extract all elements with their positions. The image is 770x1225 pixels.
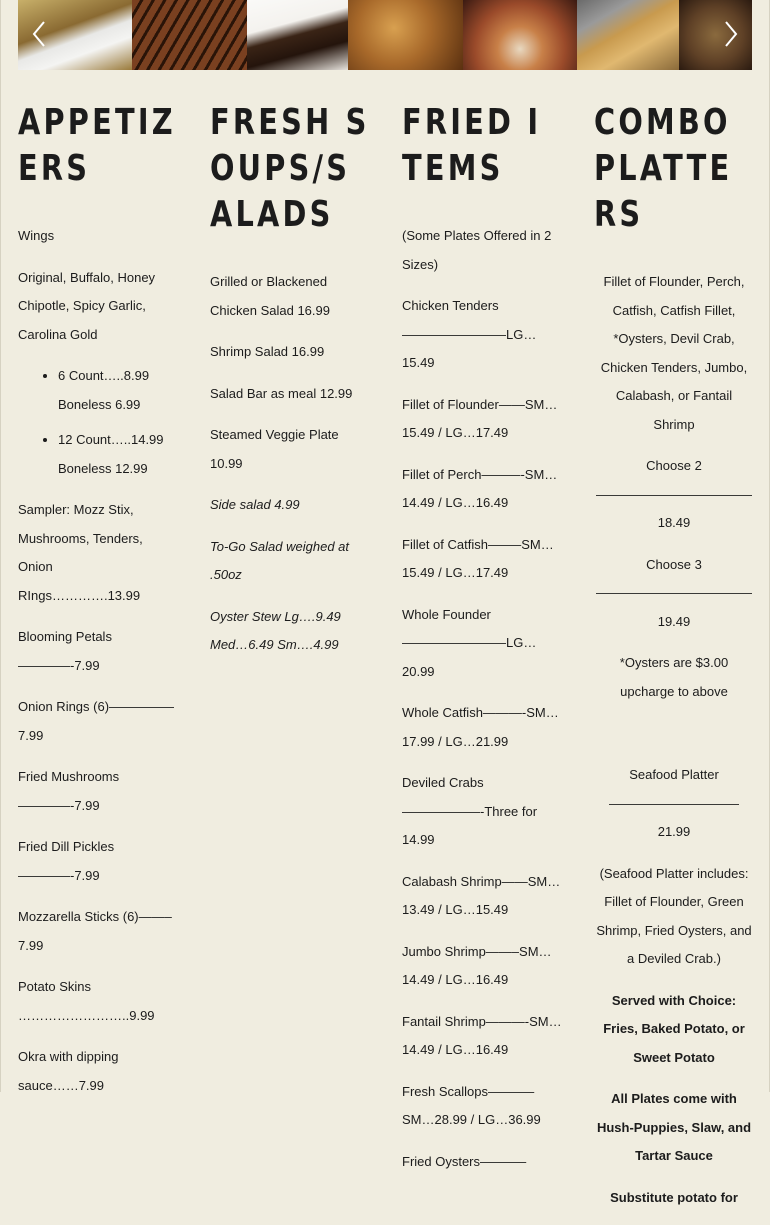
menu-item: Jumbo Shrimp——–SM…14.49 / LG…16.49 xyxy=(402,943,552,987)
menu-item: Chicken Tenders————————LG…15.49 xyxy=(402,298,537,370)
menu-item: Fried Oysters———– xyxy=(402,1153,527,1169)
carousel-next-button[interactable] xyxy=(716,14,746,54)
cheesecake-slice-photo xyxy=(577,0,679,70)
menu-item: Fresh Scallops———–SM…28.99 / LG…36.99 xyxy=(402,1083,541,1127)
soups-salads-heading: FRESH SOUPS/SALADS xyxy=(210,102,370,235)
grilled-steak-photo xyxy=(132,0,247,70)
seafood-platter-price: Seafood Platter——————————21.99 xyxy=(609,767,739,839)
seafood-platter-includes: (Seafood Platter includes: Fillet of Flounder, Green Shrimp, Fried Oysters, and a Deviled Crab.) xyxy=(596,865,752,966)
menu-item: Calabash Shrimp——SM…13.49 / LG…15.49 xyxy=(402,873,561,917)
chevron-right-icon xyxy=(724,20,738,48)
menu-item: Steamed Veggie Plate 10.99 xyxy=(210,427,339,471)
substitute-note: Substitute potato for xyxy=(610,1189,738,1205)
menu-item: Fillet of Perch———-SM…14.49 / LG…16.49 xyxy=(402,466,558,510)
menu-item: Okra with dipping sauce……7.99 xyxy=(18,1049,119,1093)
menu-item: (Some Plates Offered in 2 Sizes) xyxy=(402,228,552,272)
menu-item: Fried Mushrooms————-7.99 xyxy=(18,769,120,813)
menu-item: Onion Rings (6)—————7.99 xyxy=(18,699,175,743)
wings-label: Wings xyxy=(18,228,55,243)
combo-platters-column xyxy=(594,100,754,1225)
menu-item: Fillet of Catfish——–SM…15.49 / LG…17.49 xyxy=(402,536,554,580)
menu-item: Fantail Shrimp———-SM…14.49 / LG…16.49 xyxy=(402,1013,562,1057)
menu-item-italic: Side salad 4.99 xyxy=(210,497,300,512)
combo-platters-heading: COMBO PLATTERS xyxy=(594,102,733,235)
carousel-prev-button[interactable] xyxy=(24,14,54,54)
choose-2-price: Choose 2————————————18.49 xyxy=(596,458,752,530)
menu-item: Whole Founder————————LG…20.99 xyxy=(402,606,537,679)
served-with-note: Served with Choice: Fries, Baked Potato, or Sweet Potato xyxy=(603,992,745,1065)
wing-counts-list xyxy=(18,362,178,483)
menu-item-italic: To-Go Salad weighed at .50oz xyxy=(210,538,350,582)
combo-intro: Fillet of Flounder, Perch, Catfish, Catfish Fillet, *Oysters, Devil Crab, Chicken Tenders, Jumbo, Calabash, or Fantail Shrimp xyxy=(600,274,748,432)
appetizers-column xyxy=(18,100,178,1113)
chevron-left-icon xyxy=(32,20,46,48)
fried-items-column xyxy=(402,100,562,1189)
wing-flavors: Original, Buffalo, Honey Chipotle, Spicy Garlic, Carolina Gold xyxy=(18,269,156,342)
choose-3-price: Choose 3————————————19.49 xyxy=(596,556,752,629)
all-plates-note: All Plates come with Hush-Puppies, Slaw, and Tartar Sauce xyxy=(596,1091,752,1163)
menu-item: Mozzarella Sticks (6)——–7.99 xyxy=(18,909,172,953)
seafood-plate-photo xyxy=(463,0,577,70)
chocolate-cake-photo xyxy=(247,0,348,70)
menu-item: Deviled Crabs——————-Three for 14.99 xyxy=(402,775,538,847)
appetizers-heading: APPETIZERS xyxy=(18,102,176,189)
wing-count-item: • 6 Count…..8.99 Boneless 6.99 xyxy=(58,362,178,419)
soups-salads-column xyxy=(210,100,370,673)
menu-item: Grilled or Blackened Chicken Salad 16.99 xyxy=(210,274,330,318)
menu-item: Fillet of Flounder——SM…15.49 / LG…17.49 xyxy=(402,396,558,440)
fried-items-heading: FRIED ITEMS xyxy=(402,102,542,189)
menu-item: Sampler: Mozz Stix, Mushrooms, Tenders, Onion RIngs………….13.99 xyxy=(18,502,143,603)
menu-item: Fried Dill Pickles————-7.99 xyxy=(18,839,115,883)
wing-count-item: • 12 Count…..14.99 Boneless 12.99 xyxy=(58,426,178,483)
menu-item-italic: Oyster Stew Lg….9.49 Med…6.49 Sm….4.99 xyxy=(210,608,341,652)
menu-item: Blooming Petals————-7.99 xyxy=(18,629,112,673)
menu-item: Potato Skins ……………………..9.99 xyxy=(18,979,155,1023)
menu-item: Salad Bar as meal 12.99 xyxy=(210,385,353,401)
fried-chicken-photo xyxy=(348,0,463,70)
photo-carousel[interactable] xyxy=(18,0,752,70)
oyster-upcharge-note: *Oysters are $3.00 upcharge to above xyxy=(619,655,729,699)
menu-item: Shrimp Salad 16.99 xyxy=(210,344,325,359)
menu-item: Whole Catfish———-SM…17.99 / LG…21.99 xyxy=(402,705,559,749)
